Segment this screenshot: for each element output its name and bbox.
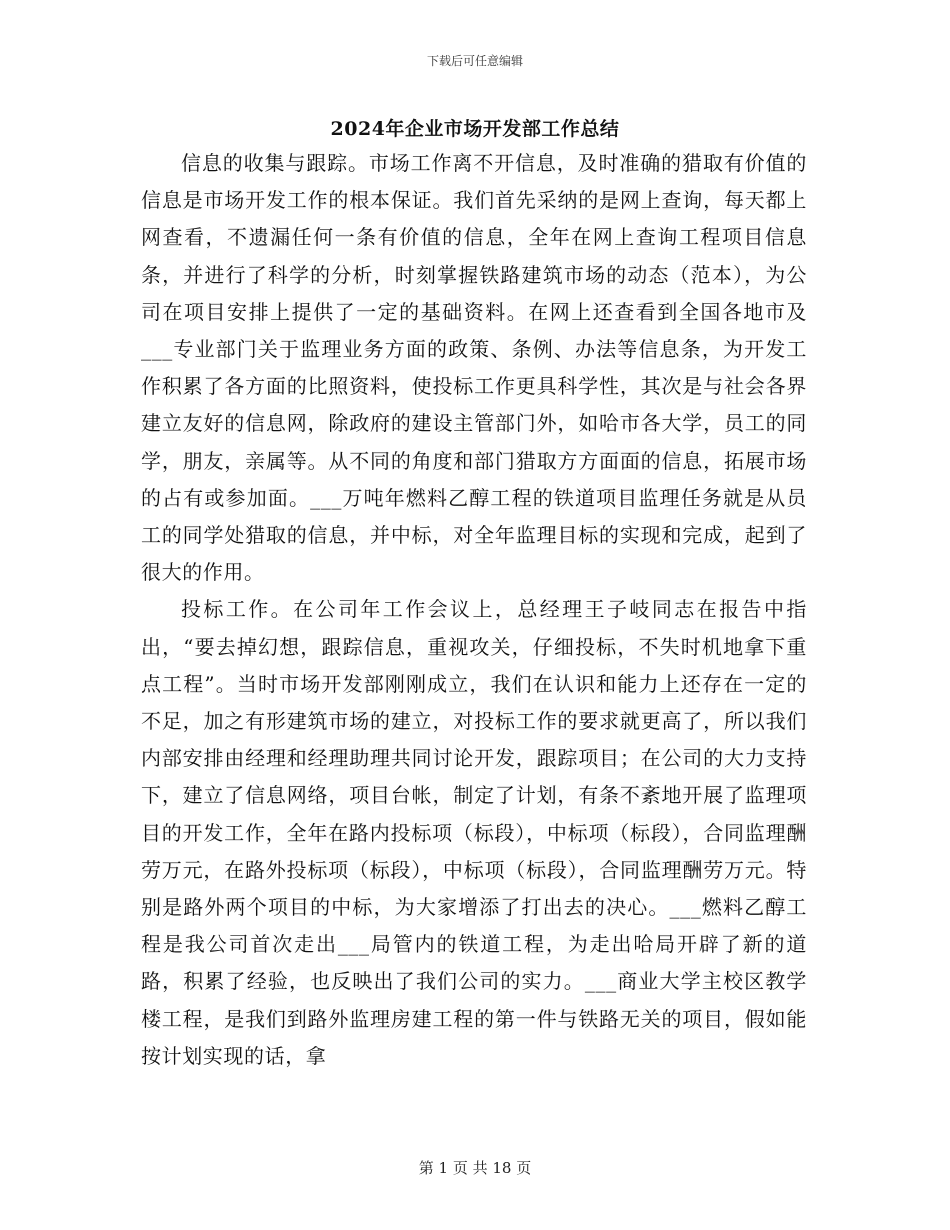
- page-number-footer: 第 1 页 共 18 页: [418, 1159, 532, 1177]
- document-title: 2024年企业市场开发部工作总结: [330, 118, 620, 140]
- paragraph-information-tracking: 信息的收集与跟踪。市场工作离不开信息，及时准确的猎取有价值的信息是市场开发工作的根本保证。我们首先采纳的是网上查询，每天都上网查看，不遗漏任何一条有价值的信息，全年在网上查询工程项目信息条，并进行了科学的分析，时刻掌握铁路建筑市场的动态（范本），为公司在项目安排上提供了一定的基础资料。在网上还查看到全国各地市及___专业部门关于监理业务方面的政策、条例、办法等信息条，为开发工作积累了各方面的比照资料，使投标工作更具科学性，其次是与社会各界建立友好的信息网，除政府的建设主管部门外，如哈市各大学，员工的同学，朋友，亲属等。从不同的角度和部门猎取方方面面的信息，拓展市场的占有或参加面。___万吨年燃料乙醇工程的铁道项目监理任务就是从员工的同学处猎取的信息，并中标，对全年监理目标的实现和完成，起到了很大的作用。: [141, 151, 807, 585]
- paragraph-bidding-work: 投标工作。在公司年工作会议上，总经理王子岐同志在报告中指出，“要去掉幻想，跟踪信息，重视攻关，仔细投标，不失时机地拿下重点工程”。当时市场开发部刚刚成立，我们在认识和能力上还存在一定的不足，加之有形建筑市场的建立，对投标工作的要求就更高了，所以我们内部安排由经理和经理助理共同讨论开发，跟踪项目；在公司的大力支持下，建立了信息网络，项目台帐，制定了计划，有条不紊地开展了监理项目的开发工作，全年在路内投标项（标段），中标项（标段），合同监理酬劳万元，在路外投标项（标段），中标项（标段），合同监理酬劳万元。特别是路外两个项目的中标，为大家增添了打出去的决心。___燃料乙醇工程是我公司首次走出___局管内的铁道工程，为走出哈局开辟了新的道路，积累了经验，也反映出了我们公司的实力。___商业大学主校区教学楼工程，是我们到路外监理房建工程的第一件与铁路无关的项目，假如能按计划实现的话，拿: [141, 597, 807, 1068]
- header-note: 下载后可任意编辑: [426, 54, 523, 68]
- document-body: [141, 145, 807, 1075]
